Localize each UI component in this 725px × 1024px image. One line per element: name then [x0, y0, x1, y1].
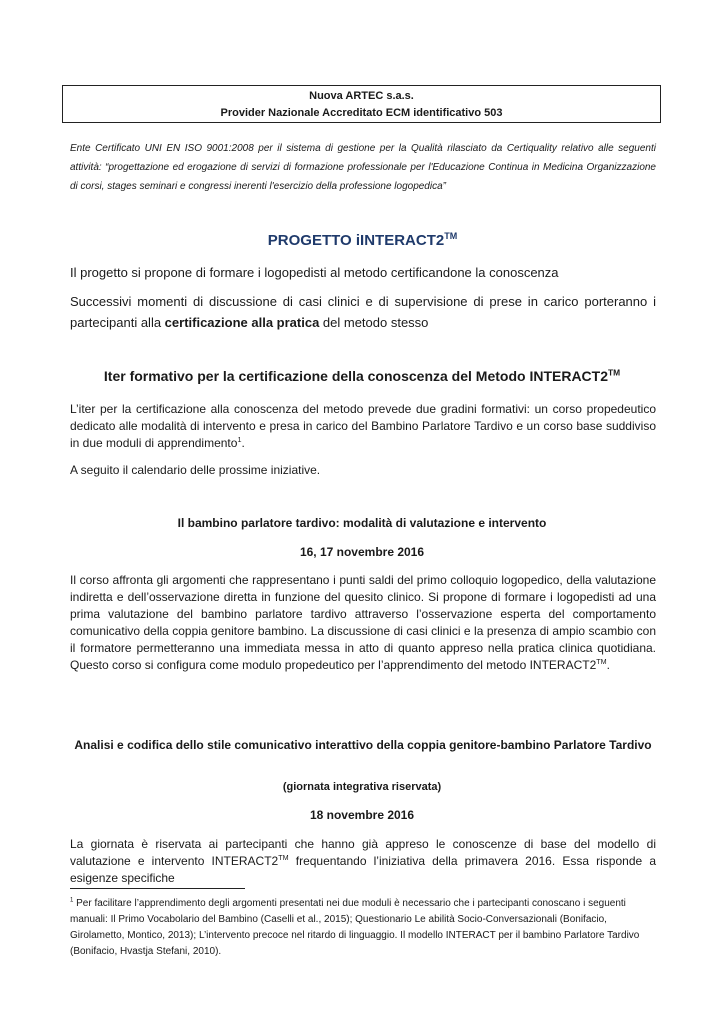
course2-description-text: La giornata è riservata ai partecipanti che hanno già appreso le conoscenze di base del modello di valutazione e intervento INTERACT2 [70, 837, 656, 868]
course1-description-end: . [606, 658, 611, 672]
project-title-tm: TM [444, 231, 458, 241]
project-intro: Il progetto si propone di formare i logopedisti al metodo certificandone la conoscenza [70, 265, 559, 280]
calendar-note: A seguito il calendario delle prossime iniziative. [70, 463, 321, 477]
course1-title: Il bambino parlatore tardivo: modalità di valutazione e intervento [177, 516, 547, 530]
project-title-text: PROGETTO iINTERACT2 [267, 232, 445, 249]
project-paragraph [70, 291, 656, 333]
iter-paragraph [70, 401, 656, 452]
footnote-text: Per facilitare l’apprendimento degli argomenti presentati nei due moduli è necessario che i partecipanti conoscano i seguenti manuali: Il Primo Vocabolario del Bambino (Caselli et al., 2015); Questionario Le abilità Socio-Conversazionali (Bonifacio, Girolametto, Montico, 2013); L’intervento precoce nel ritardo di linguaggio. Il modello INTERACT per il bambino Parlatore Tardivo (Bonifacio, Hvastja Stefani, 2010). [70, 898, 640, 957]
course2-tm: TM [278, 853, 289, 862]
course1-tm: TM [596, 657, 607, 666]
iter-paragraph-text: L’iter per la certificazione alla conoscenza del metodo prevede due gradini formativi: un corso propedeutico dedicato alle modalità di intervento e presa in carico del Bambino Parlatore Tardivo e un corso base suddiviso in due moduli di apprendimento [70, 402, 656, 450]
course2-date: 18 novembre 2016 [309, 808, 415, 822]
footnote-marker: 1 [70, 897, 74, 904]
course1-date: 16, 17 novembre 2016 [299, 545, 425, 559]
course2-description-cont: frequentando l’iniziativa della primavera 2016. Essa risponde a esigenze specifiche [70, 854, 656, 885]
iter-paragraph-end: . [241, 436, 245, 450]
provider-accreditation: Provider Nazionale Accreditato ECM identificativo 503 [220, 107, 503, 119]
project-paragraph-end: del metodo stesso [319, 315, 429, 330]
provider-name: Nuova ARTEC s.a.s. [309, 90, 414, 102]
course1-description-text: Il corso affronta gli argomenti che rappresentano i punti saldi del primo colloquio logopedico, della valutazione indiretta e dell’osservazione diretta in funzione del quesito clinico. Si propone di formare i logopedisti ad una prima valutazione del bambino parlatore tardivo attraverso l’osservazione esperta del comportamento comunicativo della coppia genitore bambino. La discussione di casi clinici e la presenza di ampio scambio con il formatore permetteranno una immediata messa in atto di quanto appreso nella pratica clinica quotidiana. Questo corso si configura come modulo propedeutico per l’apprendimento del metodo INTERACT2 [70, 573, 656, 672]
course1-description [70, 572, 656, 674]
certification-note: Ente Certificato UNI EN ISO 9001:2008 per il sistema di gestione per la Qualità rilasciato da Certiquality relativo alle seguenti attività: “progettazione ed erogazione di servizi di formazione professionale per l'Educazione Continua in Medicina Organizzazione di corsi, stages seminari e congressi inerenti l'esercizio della professione logopedica” [70, 143, 656, 192]
course2-description [70, 836, 656, 887]
iter-title-tm: TM [608, 367, 621, 378]
iter-title [62, 368, 662, 384]
provider-header-box [62, 85, 661, 123]
iter-title-text: Iter formativo per la certificazione della conoscenza del Metodo INTERACT2 [103, 368, 608, 384]
project-paragraph-text: Successivi momenti di discussione di casi clinici e di supervisione di prese in carico porteranno i partecipanti alla [70, 294, 656, 330]
footnote [70, 896, 656, 960]
course2-subtitle: (giornata integrativa riservata) [282, 781, 442, 793]
course2-title: Analisi e codifica dello stile comunicativo interattivo della coppia genitore-bambino Parlatore Tardivo [74, 738, 652, 752]
footnote-ref: 1 [237, 435, 242, 444]
footnote-separator [70, 888, 245, 889]
project-paragraph-bold: certificazione alla pratica [164, 315, 320, 330]
project-title [0, 232, 725, 249]
